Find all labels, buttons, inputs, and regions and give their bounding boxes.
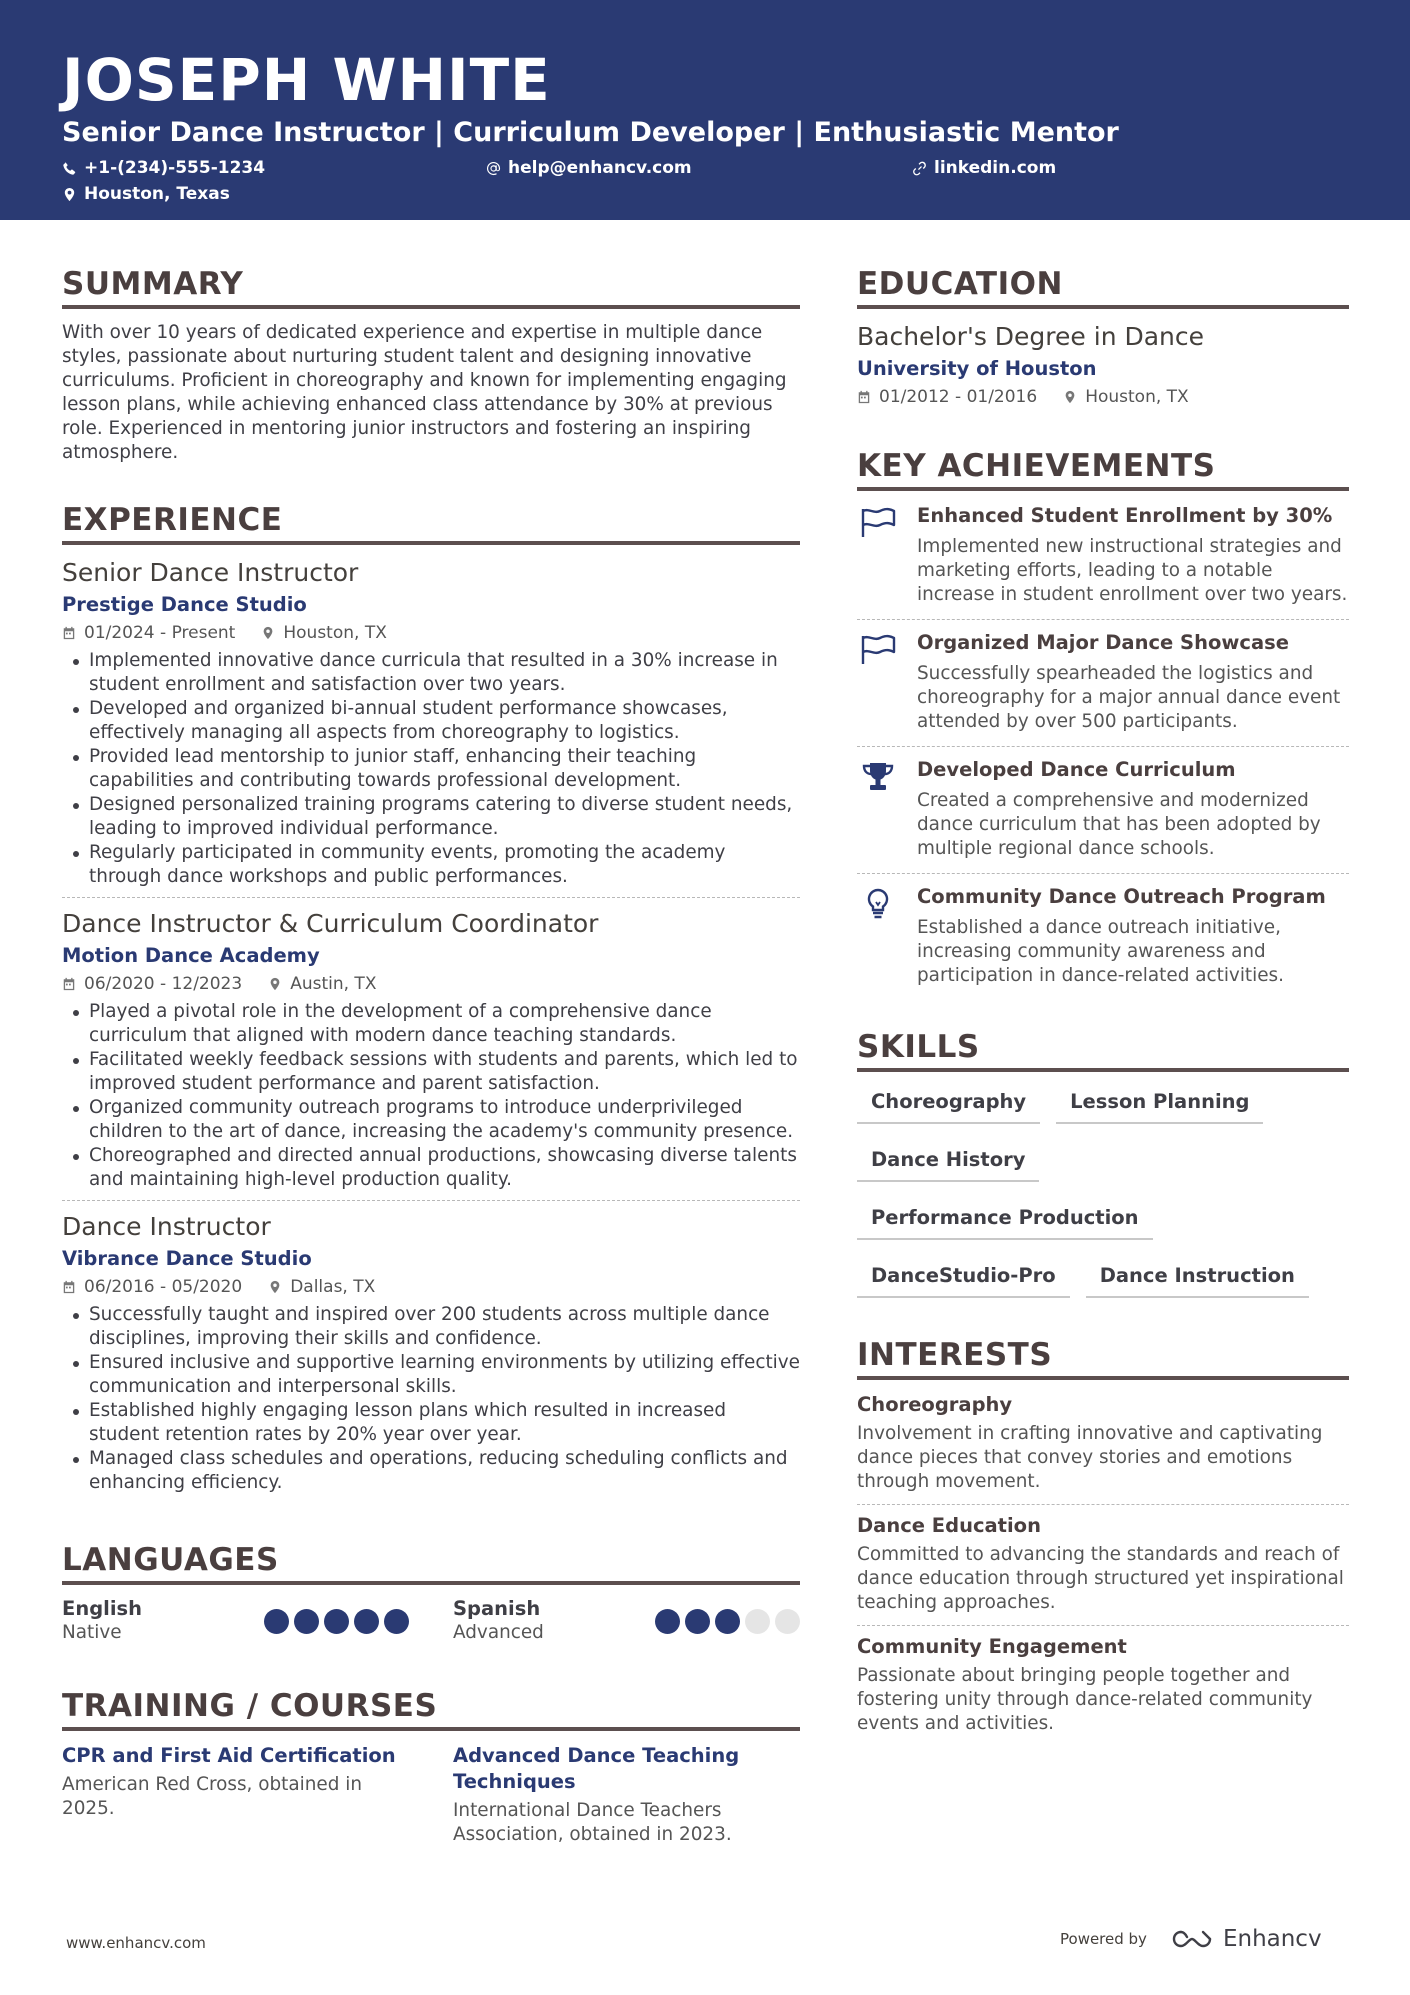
job-dates (62, 972, 242, 996)
education-location-text: Houston, TX (1085, 387, 1189, 407)
education-heading: EDUCATION (857, 265, 1349, 309)
skill-tag: Lesson Planning (1056, 1084, 1263, 1124)
course-title: Advanced Dance Teaching Techniques (453, 1744, 740, 1793)
training-heading: TRAINING / COURSES (62, 1687, 800, 1731)
job-dates-text: 06/2020 - 12/2023 (84, 974, 243, 994)
interest-item (857, 1504, 1349, 1625)
interest-title: Choreography (857, 1393, 1013, 1416)
job-meta (62, 972, 800, 996)
interest-title: Community Engagement (857, 1635, 1127, 1658)
achievement-icon (857, 630, 899, 734)
flag-icon (858, 634, 898, 666)
bullet-item: Established highly engaging lesson plans which resulted in increased student retention rates by 20% year over year. (62, 1399, 800, 1447)
job-location (261, 621, 387, 645)
footer-website[interactable]: www.enhancv.com (66, 1934, 206, 1952)
achievement-title: Organized Major Dance Showcase (917, 631, 1289, 654)
course-item (62, 1743, 409, 1847)
job-location-text: Austin, TX (290, 974, 377, 994)
achievement-description: Established a dance outreach initiative, increasing community awareness and participation in dance-related activities. (917, 917, 1284, 986)
contact-info (62, 158, 1348, 212)
education-section (857, 265, 1349, 409)
achievement-title: Developed Dance Curriculum (917, 758, 1236, 781)
interest-item (857, 1384, 1349, 1504)
interest-item (857, 1625, 1349, 1746)
summary-section (62, 265, 800, 465)
calendar-icon (62, 977, 76, 991)
achievement-item (857, 746, 1349, 873)
degree: Bachelor's Degree in Dance (857, 322, 1205, 351)
rating-dot (264, 1609, 289, 1634)
job-dates-text: 06/2016 - 05/2020 (84, 1277, 243, 1297)
skill-list (857, 1084, 1349, 1298)
achievement-description: Implemented new instructional strategies and marketing efforts, leading to a notable increase in student enrollment over two years. (917, 536, 1348, 605)
calendar-icon (857, 390, 871, 404)
rating-dot (655, 1609, 680, 1634)
skill-tag: Dance Instruction (1086, 1258, 1309, 1298)
bullet-item: Organized community outreach programs to introduce underprivileged children to the art of dance, increasing the academy's community presence. (62, 1096, 800, 1144)
education-dates-text: 01/2012 - 01/2016 (879, 387, 1038, 407)
achievement-list (857, 493, 1349, 1000)
skill-tag: DanceStudio-Pro (857, 1258, 1070, 1298)
interest-list (857, 1384, 1349, 1746)
bullet-item: Managed class schedules and operations, reducing scheduling conflicts and enhancing efficiency. (62, 1447, 800, 1495)
email-text: help@enhancv.com (508, 158, 692, 178)
bullet-item: Regularly participated in community events, promoting the academy through dance workshops and public performances. (62, 841, 800, 889)
job-dates-text: 01/2024 - Present (84, 623, 236, 643)
training-section (62, 1687, 800, 1847)
calendar-icon (62, 626, 76, 640)
language-item (62, 1597, 409, 1645)
bullet-item: Ensured inclusive and supportive learning environments by utilizing effective communication and interpersonal skills. (62, 1351, 800, 1399)
contact-email[interactable] (486, 158, 692, 178)
interest-description: Involvement in crafting innovative and captivating dance pieces that convey stories and emotions through movement. (857, 1423, 1323, 1492)
trophy-icon (858, 761, 898, 793)
interest-description: Committed to advancing the standards and reach of dance education through structured yet inspirational teaching approaches. (857, 1544, 1344, 1613)
location-pin-icon (268, 977, 282, 991)
achievement-item (857, 493, 1349, 619)
phone-text: +1-(234)-555-1234 (84, 158, 266, 178)
achievement-description: Created a comprehensive and modernized dance curriculum that has been adopted by multiple regional dance schools. (917, 790, 1321, 859)
education-dates (857, 385, 1037, 409)
course-title: CPR and First Aid Certification (62, 1744, 396, 1767)
experience-heading: EXPERIENCE (62, 501, 800, 545)
company-name: Vibrance Dance Studio (62, 1247, 312, 1270)
phone-icon (62, 161, 77, 176)
job-bullets (62, 1303, 800, 1495)
job-entry (62, 897, 800, 1200)
course-description: International Dance Teachers Association, obtained in 2023. (453, 1800, 732, 1845)
job-title: Senior Dance Instructor (62, 558, 359, 587)
skill-tag: Choreography (857, 1084, 1040, 1124)
achievement-icon (857, 757, 899, 861)
rating-dot (715, 1609, 740, 1634)
achievement-item (857, 619, 1349, 746)
achievement-icon (857, 884, 899, 988)
bullet-item: Developed and organized bi-annual student performance showcases, effectively managing all aspects from choreography to logistics. (62, 697, 800, 745)
rating-dot (294, 1609, 319, 1634)
candidate-name: JOSEPH WHITE (62, 46, 551, 114)
skill-tag: Performance Production (857, 1200, 1153, 1240)
job-location-text: Houston, TX (283, 623, 387, 643)
at-icon (486, 161, 501, 176)
achievements-heading: KEY ACHIEVEMENTS (857, 447, 1349, 491)
education-location (1063, 385, 1189, 409)
language-item (453, 1597, 800, 1645)
skills-heading: SKILLS (857, 1028, 1349, 1072)
calendar-icon (62, 1280, 76, 1294)
job-dates (62, 1275, 242, 1299)
job-dates (62, 621, 235, 645)
job-title: Dance Instructor & Curriculum Coordinator (62, 909, 599, 938)
lightbulb-icon (858, 888, 898, 920)
rating-dot (745, 1609, 770, 1634)
contact-location (62, 184, 230, 204)
bullet-item: Played a pivotal role in the development of a comprehensive dance curriculum that aligned with modern dance teaching standards. (62, 1000, 800, 1048)
job-location (268, 1275, 375, 1299)
interest-description: Passionate about bringing people together and fostering unity through dance-related community events and activities. (857, 1665, 1313, 1734)
achievements-section (857, 447, 1349, 1000)
rating-dot (775, 1609, 800, 1634)
course-description: American Red Cross, obtained in 2025. (62, 1774, 363, 1819)
achievement-title: Community Dance Outreach Program (917, 885, 1326, 908)
contact-linkedin[interactable] (912, 158, 1056, 178)
skills-section (857, 1028, 1349, 1298)
job-location (268, 972, 376, 996)
rating-dot (685, 1609, 710, 1634)
job-bullets (62, 1000, 800, 1192)
link-icon (912, 161, 927, 176)
location-pin-icon (1063, 390, 1077, 404)
course-item (453, 1743, 800, 1847)
languages-section (62, 1541, 800, 1645)
language-name: Spanish (453, 1597, 541, 1620)
bullet-item: Choreographed and directed annual productions, showcasing diverse talents and maintaining high-level production quality. (62, 1144, 800, 1192)
skill-tag: Dance History (857, 1142, 1039, 1182)
resume-header (0, 0, 1410, 220)
language-rating (264, 1609, 409, 1645)
rating-dot (324, 1609, 349, 1634)
job-meta (62, 1275, 800, 1299)
candidate-headline: Senior Dance Instructor | Curriculum Developer | Enthusiastic Mentor (62, 117, 1119, 148)
job-meta (62, 621, 800, 645)
interests-section (857, 1336, 1349, 1746)
language-rating (655, 1609, 800, 1645)
location-pin-icon (268, 1280, 282, 1294)
contact-phone[interactable] (62, 158, 265, 178)
language-level: Native (62, 1622, 122, 1643)
linkedin-text: linkedin.com (934, 158, 1057, 178)
achievement-item (857, 873, 1349, 1000)
bullet-item: Facilitated weekly feedback sessions with students and parents, which led to improved student performance and parent satisfaction. (62, 1048, 800, 1096)
bullet-item: Implemented innovative dance curricula that resulted in a 30% increase in student enrollment and satisfaction over two years. (62, 649, 800, 697)
course-list (62, 1743, 800, 1847)
job-entry (62, 557, 800, 897)
bullet-item: Successfully taught and inspired over 200 students across multiple dance disciplines, improving their skills and confidence. (62, 1303, 800, 1351)
job-title: Dance Instructor (62, 1212, 271, 1241)
enhancv-logo-icon (1169, 1927, 1215, 1951)
rating-dot (354, 1609, 379, 1634)
experience-section (62, 501, 800, 1503)
school: University of Houston (857, 357, 1097, 380)
bullet-item: Provided lead mentorship to junior staff, enhancing their teaching capabilities and contributing towards professional development. (62, 745, 800, 793)
bullet-item: Designed personalized training programs catering to diverse student needs, leading to improved individual performance. (62, 793, 800, 841)
achievement-icon (857, 503, 899, 607)
rating-dot (384, 1609, 409, 1634)
language-list (62, 1597, 800, 1645)
achievement-description: Successfully spearheaded the logistics and choreography for a major annual dance event attended by over 500 participants. (917, 663, 1341, 732)
job-location-text: Dallas, TX (290, 1277, 376, 1297)
brand-logo[interactable] (1169, 1926, 1322, 1952)
achievement-title: Enhanced Student Enrollment by 30% (917, 504, 1333, 527)
summary-text: With over 10 years of dedicated experience and expertise in multiple dance styles, passionate about nurturing student talent and designing innovative curriculums. Proficient in choreography and known for implementing engaging lesson plans, while achieving enhanced class attendance by 30% at previous role. Experienced in mentoring junior instructors and fostering an inspiring atmosphere. (62, 322, 787, 463)
job-list (62, 557, 800, 1503)
location-pin-icon (62, 187, 77, 202)
languages-heading: LANGUAGES (62, 1541, 800, 1585)
company-name: Prestige Dance Studio (62, 593, 307, 616)
powered-by-text: Powered by (1060, 1930, 1147, 1948)
right-column (857, 265, 1349, 1746)
brand-name: Enhancv (1222, 1926, 1322, 1952)
interest-title: Dance Education (857, 1514, 1041, 1537)
company-name: Motion Dance Academy (62, 944, 320, 967)
flag-icon (858, 507, 898, 539)
left-column (62, 265, 800, 1847)
language-level: Advanced (453, 1622, 544, 1643)
footer-branding (1060, 1926, 1322, 1952)
education-meta (857, 385, 1349, 409)
location-text: Houston, Texas (84, 184, 230, 204)
summary-heading: SUMMARY (62, 265, 800, 309)
job-entry (62, 1200, 800, 1503)
location-pin-icon (261, 626, 275, 640)
interests-heading: INTERESTS (857, 1336, 1349, 1380)
language-name: English (62, 1597, 143, 1620)
job-bullets (62, 649, 800, 889)
